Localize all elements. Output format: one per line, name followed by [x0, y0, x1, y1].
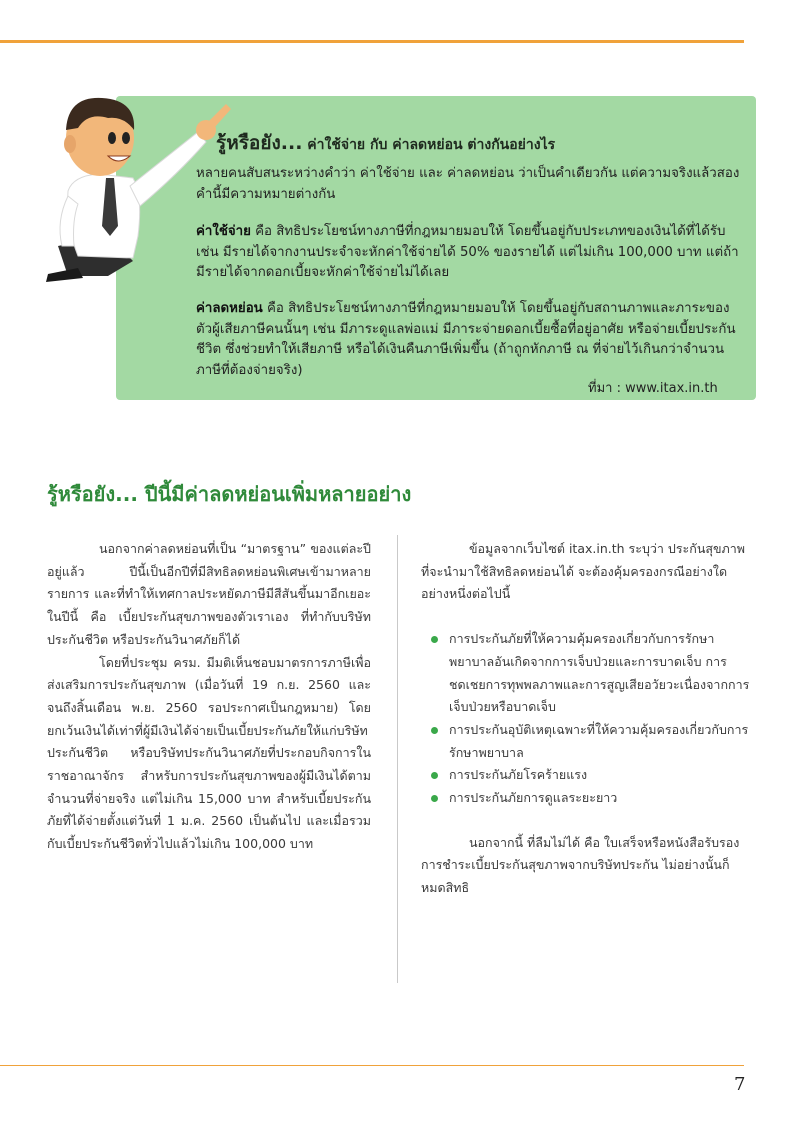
expense-term: ค่าใช้จ่าย [196, 224, 251, 239]
list-item: การประกันภัยโรคร้ายแรง [449, 764, 751, 787]
bullet-dot-icon [431, 636, 438, 643]
left-paragraph-2: โดยที่ประชุม ครม. มีมติเห็นชอบมาตรการภาษีเพื่อส่งเสริมการประกันสุขภาพ (เมื่อวันที่ 19 ก.ย. 2560 และจนถึงสิ้นเดือน พ.ย. 2560 รอประกาศเป็นกฎหมาย) โดยยกเว้นเงินได้เท่าที่ผู้มีเงินได้จ่ายเป็นเบี้ยประกันภัยให้แก่บริษัทประกันชีวิต หรือบริษัทประกันวินาศภัยที่ประกอบกิจการในราชอาณาจักร สำหรับการประกันสุขภาพของผู้มีเงินได้ตามจำนวนที่จ่ายจริง แต่ไม่เกิน 15,000 บาท สำหรับเบี้ยประกันภัยที่ได้จ่ายตั้งแต่วันที่ 1 ม.ค. 2560 เป็นต้นไป และเมื่อรวมกับเบี้ยประกันชีวิตทั่วไปแล้วไม่เกิน 100,000 บาท [47, 654, 371, 852]
list-item: การประกันภัยการดูแลระยะยาว [449, 787, 751, 810]
box-intro-text: หลายคนสับสนระหว่างคำว่า ค่าใช้จ่าย และ ค่าลดหย่อน ว่าเป็นคำเดียวกัน แต่ความจริงแล้วสองคำนี้มีความหมายต่างกัน [196, 166, 740, 202]
coverage-list [421, 628, 751, 810]
box-title-topic: ค่าใช้จ่าย กับ ค่าลดหย่อน ต่างกันอย่างไร [302, 137, 556, 153]
bullet-dot-icon [431, 795, 438, 802]
bullet-dot-icon [431, 772, 438, 779]
section-heading: รู้หรือยัง... ปีนี้มีค่าลดหย่อนเพิ่มหลายอย่าง [47, 482, 412, 506]
deduction-text: คือ สิทธิประโยชน์ทางภาษีที่กฎหมายมอบให้ โดยขึ้นอยู่กับสถานภาพและภาระของตัวผู้เสียภาษีคนนั้นๆ เช่น มีภาระดูแลพ่อแม่ มีภาระจ่ายดอกเบี้ยซื้อที่อยู่อาศัย หรือจ่ายเบี้ยประกันชีวิต ซึ่งช่วยทำให้เสียภาษี หรือได้เงินคืนภาษีเพิ่มขึ้น (ถ้าถูกหักภาษี ณ ที่จ่ายไว้เกินกว่าจำนวนภาษีที่ต้องจ่ายจริง) [196, 301, 736, 378]
deduction-term: ค่าลดหย่อน [196, 301, 263, 316]
top-rule [0, 40, 744, 43]
bottom-rule [0, 1065, 744, 1066]
box-source: ที่มา : www.itax.in.th [588, 381, 718, 396]
box-expense-definition [196, 222, 744, 284]
list-item: การประกันภัยที่ให้ความคุ้มครองเกี่ยวกับการรักษาพยาบาลอันเกิดจากการเจ็บป่วยและการบาดเจ็บ การชดเชยการทุพพลภาพและการสูญเสียอวัยวะเนื่องจากการเจ็บป่วยหรือบาดเจ็บ [449, 628, 751, 719]
box-deduction-definition [196, 299, 744, 381]
right-paragraph-1: ข้อมูลจากเว็บไซต์ itax.in.th ระบุว่า ประกันสุขภาพที่จะนำมาใช้สิทธิลดหย่อนได้ จะต้องคุ้มครองกรณีอย่างใดอย่างหนึ่งต่อไปนี้ [421, 541, 746, 602]
column-divider [397, 535, 398, 983]
right-column [421, 538, 751, 900]
left-column [47, 538, 371, 856]
bullet-dot-icon [431, 727, 438, 734]
left-paragraph-1: นอกจากค่าลดหย่อนที่เป็น “มาตรฐาน” ของแต่ละปีอยู่แล้ว ปีนี้เป็นอีกปีที่มีสิทธิลดหย่อนพิเศษเข้ามาหลายรายการ และที่ทำให้เทศกาลประหยัดภาษีมีสีสันขึ้นมาอีกเยอะในปีนี้ คือ เบี้ยประกันสุขภาพของตัวเราเอง ที่ทำกับบริษัทประกันชีวิต หรือประกันวินาศภัยก็ได้ [47, 541, 371, 647]
list-item: การประกันอุบัติเหตุเฉพาะที่ให้ความคุ้มครองเกี่ยวกับการรักษาพยาบาล [449, 719, 751, 764]
expense-text: คือ สิทธิประโยชน์ทางภาษีที่กฎหมายมอบให้ โดยขึ้นอยู่กับประเภทของเงินได้ที่ได้รับ เช่น มีรายได้จากงานประจำจะหักค่าใช้จ่ายได้ 50% ของรายได้ แต่ไม่เกิน 100,000 บาท แต่ถ้ามีรายได้จากดอกเบี้ยจะหักค่าใช้จ่ายไม่ได้เลย [196, 224, 739, 280]
box-title [216, 128, 555, 158]
right-paragraph-2: นอกจากนี้ ที่ลืมไม่ได้ คือ ใบเสร็จหรือหนังสือรับรองการชำระเบี้ยประกันสุขภาพจากบริษัทประกัน ไม่อย่างนั้นก็หมดสิทธิ [421, 834, 740, 896]
page-number: 7 [734, 1074, 746, 1095]
box-title-lead: รู้หรือยัง... [216, 132, 303, 154]
